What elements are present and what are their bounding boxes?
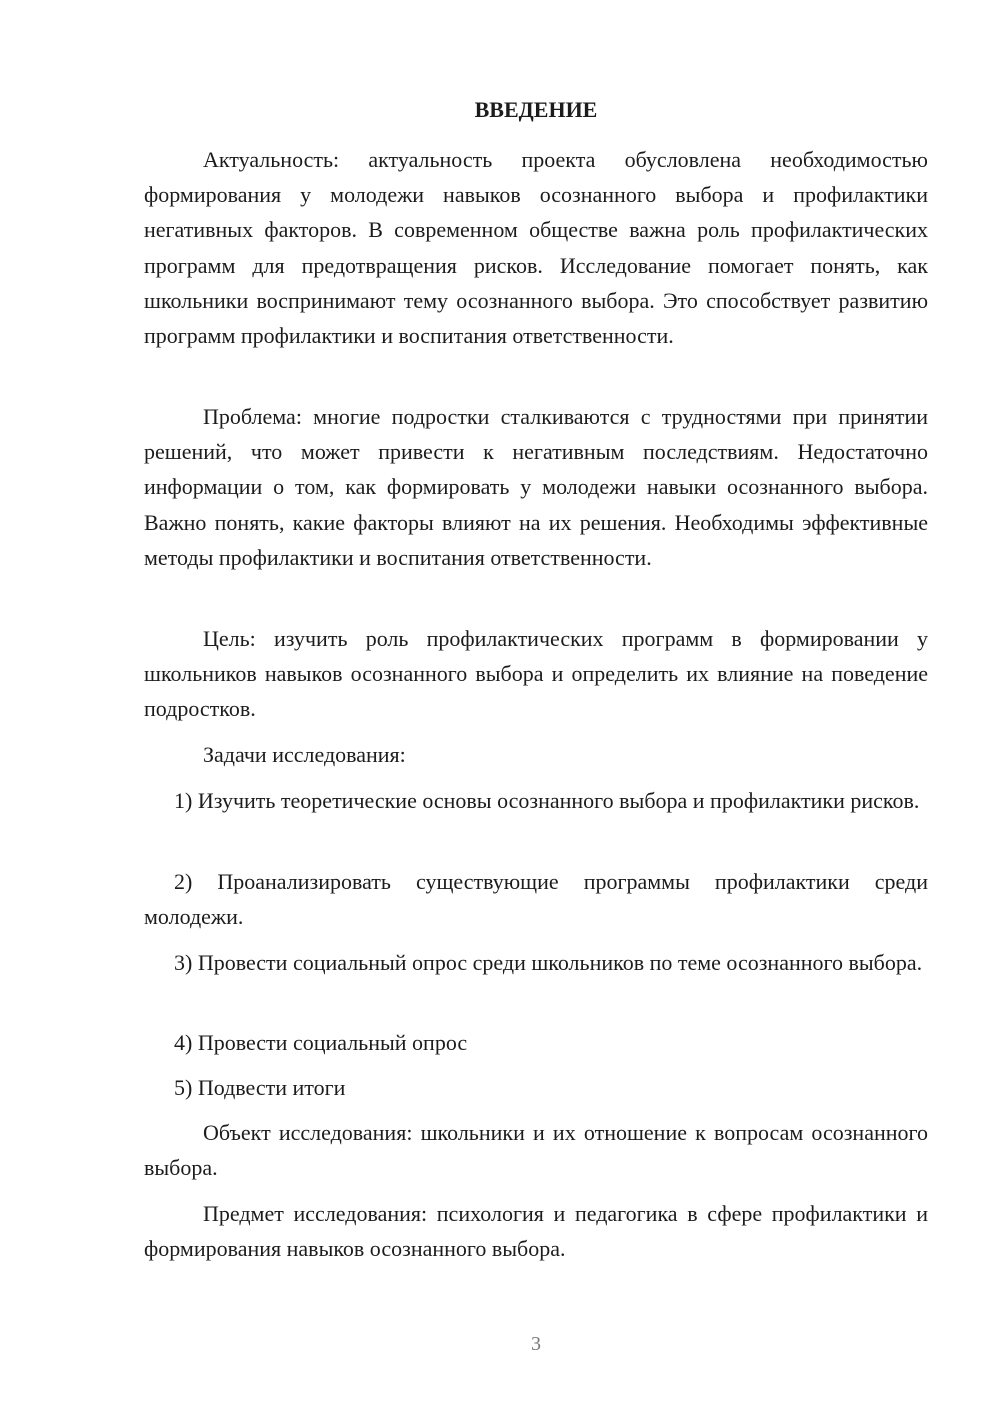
tasks-heading: Задачи исследования:	[203, 742, 406, 767]
paragraph-subject: Предмет исследования: психология и педагогика в сфере профилактики и формирования навыков осознанного выбора.	[144, 1201, 928, 1262]
task-item-3: 3) Провести социальный опрос среди школьников по теме осознанного выбора.	[174, 950, 923, 975]
task-item-1: 1) Изучить теоретические основы осознанного выбора и профилактики рисков.	[174, 788, 920, 813]
section-heading: ВВЕДЕНИЕ	[474, 97, 598, 122]
paragraph-relevance: Актуальность: актуальность проекта обусловлена необходимостью формирования у молодежи навыков осознанного выбора и профилактики негативных факторов. В современном обществе важна роль профилактических программ для предотвращения рисков. Исследование помогает понять, как школьники воспринимают тему осознанного выбора. Это способствует развитию программ профилактики и воспитания ответственности.	[144, 147, 928, 349]
task-item-5: 5) Подвести итоги	[174, 1075, 346, 1100]
task-item-4: 4) Провести социальный опрос	[174, 1030, 468, 1055]
page-number: 3	[531, 1333, 541, 1355]
paragraph-problem: Проблема: многие подростки сталкиваются с трудностями при принятии решений, что может привести к негативным последствиям. Недостаточно информации о том, как формировать у молодежи навыки осознанного выбора. Важно понять, какие факторы влияют на их решения. Необходимы эффективные методы профилактики и воспитания ответственности.	[144, 404, 928, 570]
paragraph-goal: Цель: изучить роль профилактических программ в формировании у школьников навыков осознанного выбора и определить их влияние на поведение подростков.	[144, 626, 928, 722]
task-item-2: 2) Проанализировать существующие программы профилактики среди молодежи.	[144, 869, 928, 930]
paragraph-object: Объект исследования: школьники и их отношение к вопросам осознанного выбора.	[144, 1120, 928, 1181]
